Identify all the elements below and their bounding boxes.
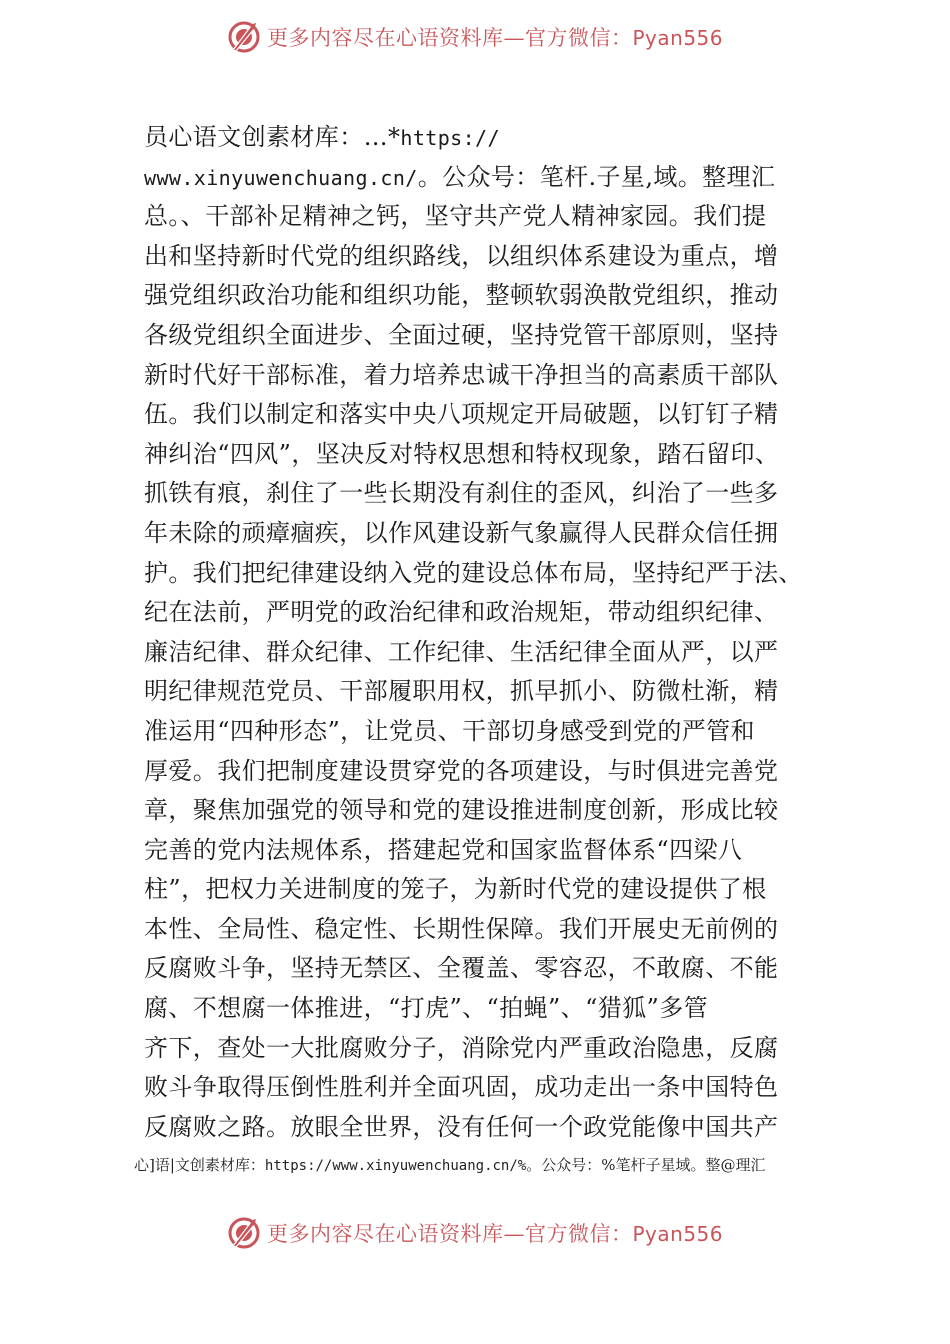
body-line: 败斗争取得压倒性胜利并全面巩固，成功走出一条中国特色 (144, 1073, 779, 1102)
body-line: 明纪律规范党员、干部履职用权，抓早抓小、防微杜渐，精 (144, 677, 779, 706)
body-line: 护。我们把纪律建设纳入党的建设总体布局，坚持纪严于法、 (144, 558, 803, 587)
wechat-id: Pyan556 (632, 1222, 723, 1246)
body-line: 年未除的顽瘴痼疾，以作风建设新气象赢得人民群众信任拥 (144, 518, 779, 547)
body-line: 神纠治“四风”，坚决反对特权思想和特权现象，踏石留印、 (144, 439, 780, 468)
body-line: 纪在法前，严明党的政治纪律和政治规矩，带动组织纪律、 (144, 598, 779, 627)
body-line: 伍。我们以制定和落实中央八项规定开局破题，以钉钉子精 (144, 400, 779, 429)
body-line: 反腐败斗争，坚持无禁区、全覆盖、零容忍，不敢腐、不能 (144, 954, 779, 983)
body-line: 准运用“四种形态”，让党员、干部切身感受到党的严管和 (144, 716, 755, 745)
body-line: 厚爱。我们把制度建设贯穿党的各项建设，与时俱进完善党 (144, 756, 779, 785)
banner-text: 更多内容尽在心语资料库—官方微信：Pyan556 (266, 1222, 723, 1246)
footer-banner (0, 1210, 950, 1256)
body-line: 腐、不想腐一体推进，“打虎”、“拍蝇”、“猎狐”多管 (144, 994, 709, 1023)
body-line: 抓铁有痕，刹住了一些长期没有刹住的歪风，纠治了一些多 (144, 479, 779, 508)
body-line: 完善的党内法规体系，搭建起党和国家监督体系“四梁八 (144, 835, 743, 864)
body-line: 章，聚焦加强党的领导和党的建设推进制度创新，形成比较 (144, 796, 779, 825)
body-line: www.xinyuwenchuang.cn/。公众号：笔杆.子星,域。整理汇 (144, 162, 776, 191)
body-line: 本性、全局性、稳定性、长期性保障。我们开展史无前例的 (144, 914, 779, 943)
body-line: 出和坚持新时代党的组织路线，以组织体系建设为重点，增 (144, 241, 779, 270)
wechat-id: Pyan556 (632, 26, 723, 50)
footer-url: https://www.xinyuwenchuang.cn/% (264, 1158, 527, 1174)
body-line: 总。、干部补足精神之钙，坚守共产党人精神家园。我们提 (144, 202, 767, 231)
body-line: 齐下，查处一大批腐败分子，消除党内严重政治隐患，反腐 (144, 1033, 779, 1062)
body-line: 新时代好干部标准，着力培养忠诚干净担当的高素质干部队 (144, 360, 779, 389)
body-url: www.xinyuwenchuang.cn/ (144, 165, 418, 190)
quill-seal-logo-icon (227, 20, 261, 54)
body-line: 廉洁纪律、群众纪律、工作纪律、生活纪律全面从严，以严 (144, 637, 779, 666)
header-banner (0, 14, 950, 60)
body-line: 反腐败之路。放眼全世界，没有任何一个政党能像中国共产 (144, 1112, 779, 1141)
document-body (144, 118, 824, 1147)
body-line: 柱”，把权力关进制度的笼子，为新时代党的建设提供了根 (144, 875, 767, 904)
body-url-part: https:// (400, 126, 500, 150)
banner-text: 更多内容尽在心语资料库—官方微信：Pyan556 (266, 26, 723, 50)
quill-seal-logo-icon (227, 1216, 261, 1250)
body-line: 强党组织政治功能和组织功能，整顿软弱涣散党组织，推动 (144, 281, 779, 310)
footer-note: 心]语|文创素材库：https://www.xinyuwenchuang.cn/%。公众号：%笔杆子星域。整@理汇 (134, 1156, 766, 1174)
body-line: 员心语文创素材库：…*https:// (144, 123, 500, 151)
body-line: 各级党组织全面进步、全面过硬，坚持党管干部原则，坚持 (144, 320, 779, 349)
